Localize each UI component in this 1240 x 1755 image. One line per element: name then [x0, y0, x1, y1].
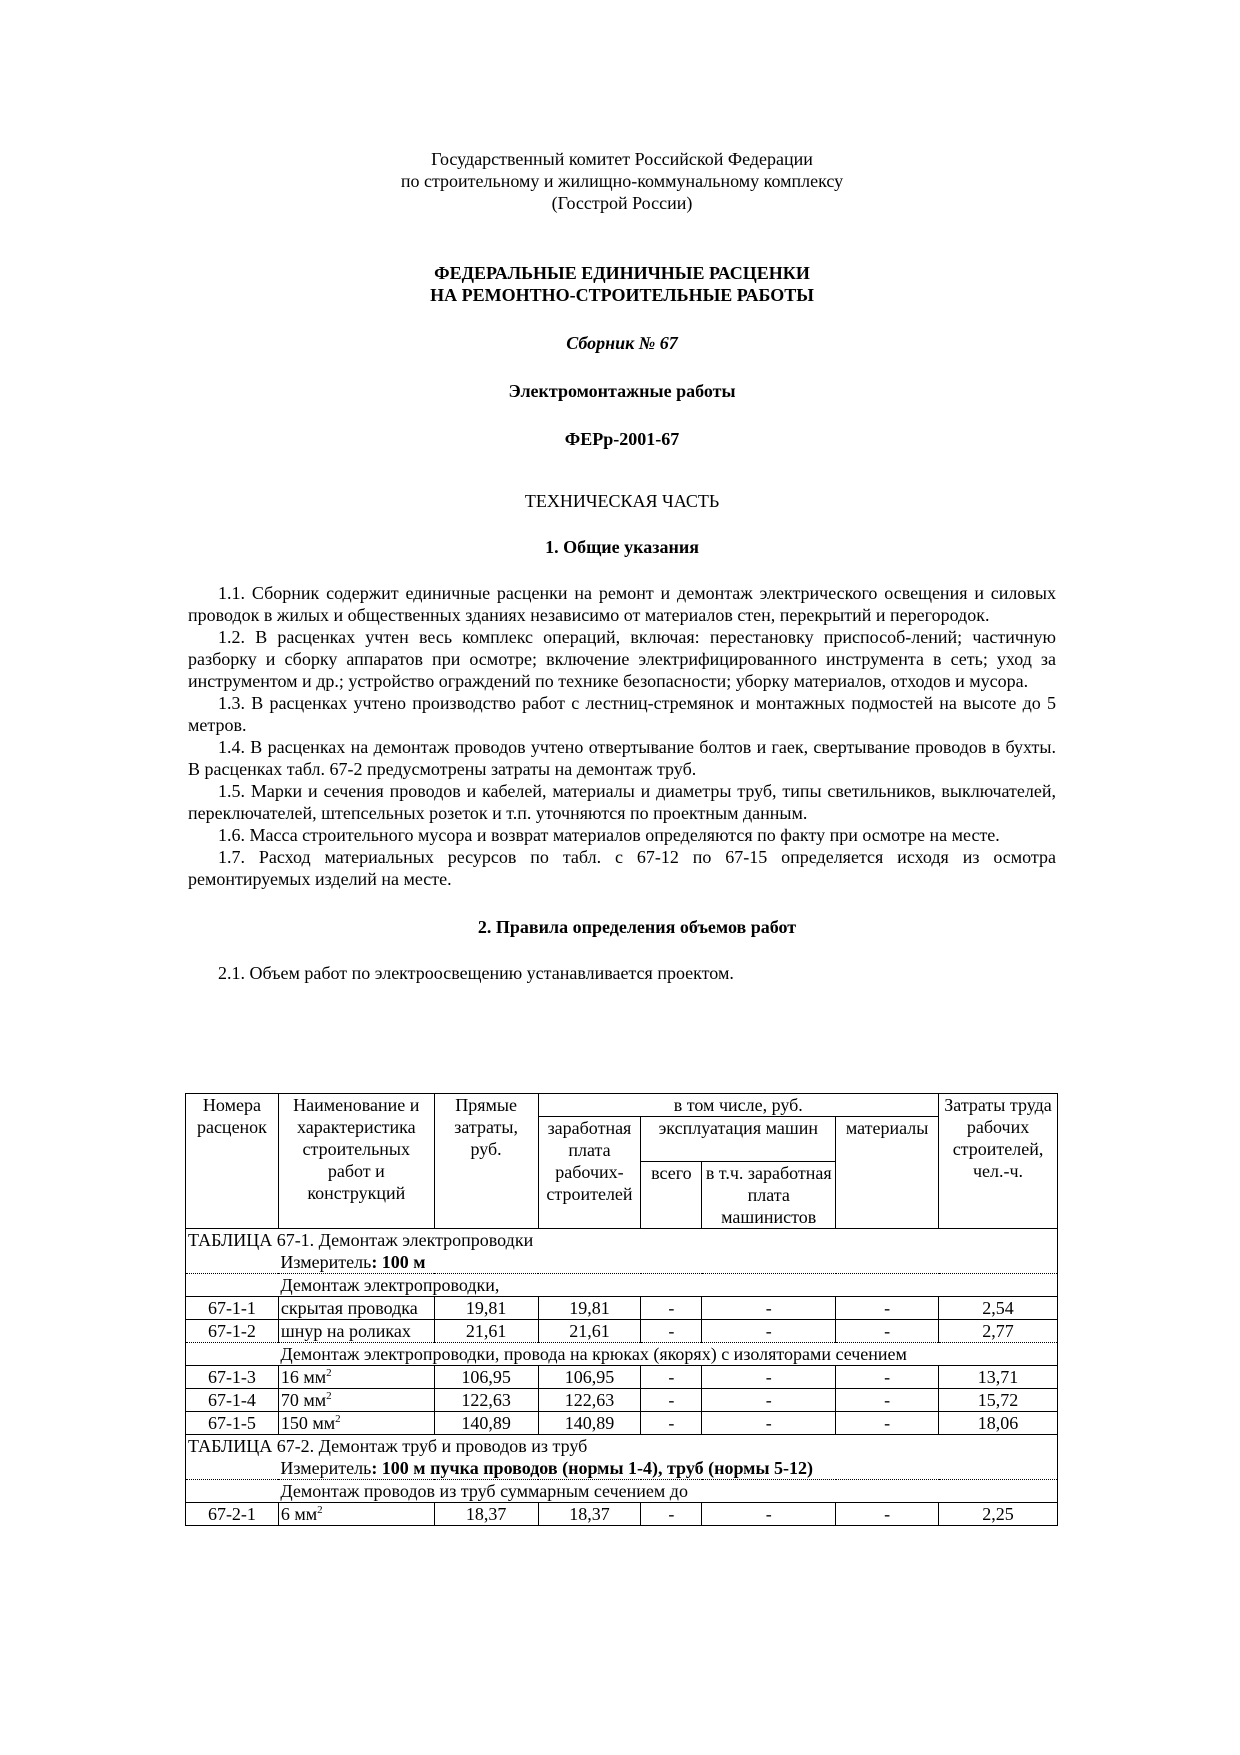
- rate-name-text: 6 мм: [280, 1504, 318, 1524]
- table-67-1-group-1: Демонтаж электропроводки,: [278, 1274, 1057, 1297]
- rate-direct: 19,81: [434, 1297, 538, 1320]
- document-title: [188, 262, 1056, 306]
- rate-labor: 2,77: [939, 1320, 1058, 1343]
- rate-name-exponent: 2: [326, 1367, 332, 1379]
- header-machines-total: всего: [641, 1162, 702, 1229]
- measure-label: Измеритель: [280, 1458, 372, 1478]
- title-line-1: ФЕДЕРАЛЬНЫЕ ЕДИНИЧНЫЕ РАСЦЕНКИ: [434, 263, 810, 283]
- table-67-2-group-1-row: [186, 1480, 1058, 1503]
- rate-labor: 15,72: [939, 1389, 1058, 1412]
- rate-labor: 2,54: [939, 1297, 1058, 1320]
- issuer-line-3: (Госстрой России): [551, 193, 693, 213]
- rate-machines: -: [641, 1320, 702, 1343]
- table-67-1-measure: [278, 1251, 1057, 1274]
- rate-materials: -: [836, 1366, 939, 1389]
- rate-name-exponent: 2: [317, 1504, 323, 1516]
- rate-wages: 122,63: [538, 1389, 641, 1412]
- document-page: [188, 148, 1056, 984]
- table-67-2-title: ТАБЛИЦА 67-2. Демонтаж труб и проводов из труб: [186, 1435, 1058, 1458]
- table-67-1-group-1-row: [186, 1274, 1058, 1297]
- issuer-header: [188, 148, 1056, 214]
- section-2-title: 2. Правила определения объемов работ: [477, 917, 797, 937]
- paragraph-2-1: 2.1. Объем работ по электроосвещению устанавливается проектом.: [218, 963, 734, 983]
- rate-name-exponent: 2: [335, 1413, 341, 1425]
- rate-name-text: 70 мм: [280, 1390, 327, 1410]
- rate-wages: 106,95: [538, 1366, 641, 1389]
- header-work-name: Наименование и характеристика строительных работ и конструкций: [278, 1094, 434, 1229]
- table-67-2-measure-row: [186, 1457, 1058, 1480]
- rate-machines: -: [641, 1297, 702, 1320]
- rate-labor: 2,25: [939, 1503, 1058, 1526]
- rate-machines: -: [641, 1389, 702, 1412]
- rate-wages: 21,61: [538, 1320, 641, 1343]
- paragraph-1-1: 1.1. Сборник содержит единичные расценки на ремонт и демонтаж электрического освещения и силовых проводок в жилых и общественных зданиях независимо от материалов стен, перекрытий и перегородок.: [188, 583, 1056, 625]
- table-67-1-group-2: Демонтаж электропроводки, провода на крюках (якорях) с изоляторами сечением: [278, 1343, 1057, 1366]
- table-row: [186, 1389, 1058, 1412]
- measure-label: Измеритель: [280, 1252, 372, 1272]
- rate-code: 67-1-3: [186, 1366, 279, 1389]
- technical-part-heading: ТЕХНИЧЕСКАЯ ЧАСТЬ: [524, 491, 720, 511]
- rate-machinist-wages: -: [702, 1389, 836, 1412]
- rate-name: [278, 1503, 434, 1526]
- rate-code: 67-2-1: [186, 1503, 279, 1526]
- table-row: [186, 1297, 1058, 1320]
- rate-name: [278, 1412, 434, 1435]
- header-machinist-wages: в т.ч. заработная плата машинистов: [702, 1162, 836, 1229]
- issuer-line-1: Государственный комитет Российской Федерации: [431, 149, 813, 169]
- rate-machinist-wages: -: [702, 1297, 836, 1320]
- rate-direct: 106,95: [434, 1366, 538, 1389]
- table-67-1-measure-row: [186, 1251, 1058, 1274]
- rate-name: шнур на роликах: [278, 1320, 434, 1343]
- rate-code: 67-1-4: [186, 1389, 279, 1412]
- header-machine-operation: эксплуатация машин: [641, 1117, 836, 1162]
- collection-number: Сборник № 67: [566, 333, 678, 353]
- table-row: [186, 1412, 1058, 1435]
- rate-code: 67-1-1: [186, 1297, 279, 1320]
- rate-materials: -: [836, 1412, 939, 1435]
- table-67-1-title-row: [186, 1229, 1058, 1252]
- header-rate-numbers: Номера расценок: [186, 1094, 279, 1229]
- rate-name-text: 150 мм: [280, 1413, 336, 1433]
- rate-name: [278, 1389, 434, 1412]
- collection-code: ФЕРр-2001-67: [564, 429, 680, 449]
- rate-materials: -: [836, 1503, 939, 1526]
- rate-direct: 122,63: [434, 1389, 538, 1412]
- paragraph-1-3: 1.3. В расценках учтено производство работ с лестниц-стремянок и монтажных подмостей на высоте до 5 метров.: [188, 693, 1056, 735]
- rate-machines: -: [641, 1412, 702, 1435]
- rate-machinist-wages: -: [702, 1503, 836, 1526]
- paragraph-1-5: 1.5. Марки и сечения проводов и кабелей, материалы и диаметры труб, типы светильников, выключателей, переключателей, штепсельных розеток и т.п. уточняются по проектным данным.: [188, 781, 1056, 823]
- rate-machinist-wages: -: [702, 1366, 836, 1389]
- table-row: [186, 1320, 1058, 1343]
- table-67-1-title: ТАБЛИЦА 67-1. Демонтаж электропроводки: [186, 1229, 1058, 1252]
- rate-machinist-wages: -: [702, 1412, 836, 1435]
- rate-direct: 140,89: [434, 1412, 538, 1435]
- section-1-title: 1. Общие указания: [545, 537, 699, 557]
- rates-table: [185, 1093, 1058, 1526]
- header-wages: заработная плата рабочих-строителей: [538, 1117, 641, 1229]
- rate-materials: -: [836, 1389, 939, 1412]
- paragraph-1-2: 1.2. В расценках учтен весь комплекс операций, включая: перестановку приспособ-лений; частичную разборку и сборку аппаратов при осмотре; включение электрифицированного инструмента в сеть; уход за инструментом и др.; устройство ограждений по технике безопасности; уборку материалов, отходов и мусора.: [188, 627, 1056, 691]
- rate-machines: -: [641, 1366, 702, 1389]
- collection-subject: Электромонтажные работы: [508, 381, 736, 401]
- table-67-2-group-1: Демонтаж проводов из труб суммарным сечением до: [278, 1480, 1057, 1503]
- table-row: [186, 1366, 1058, 1389]
- rate-name-text: 16 мм: [280, 1367, 327, 1387]
- measure-value: : 100 м пучка проводов (нормы 1-4), труб (нормы 5-12): [371, 1458, 813, 1478]
- section-1-body: [188, 582, 1056, 890]
- rate-code: 67-1-5: [186, 1412, 279, 1435]
- rate-machinist-wages: -: [702, 1320, 836, 1343]
- header-materials: материалы: [836, 1117, 939, 1229]
- measure-value: : 100 м: [371, 1252, 426, 1272]
- rate-direct: 18,37: [434, 1503, 538, 1526]
- rate-wages: 19,81: [538, 1297, 641, 1320]
- rate-name-exponent: 2: [326, 1390, 332, 1402]
- rate-name: [278, 1366, 434, 1389]
- paragraph-1-4: 1.4. В расценках на демонтаж проводов учтено отвертывание болтов и гаек, свертывание проводов в бухты. В расценках табл. 67-2 предусмотрены затраты на демонтаж труб.: [188, 737, 1056, 779]
- table-row: [186, 1503, 1058, 1526]
- issuer-line-2: по строительному и жилищно-коммунальному комплексу: [400, 171, 844, 191]
- header-labor-costs: Затраты труда рабочих строителей, чел.-ч.: [939, 1094, 1058, 1229]
- rate-wages: 140,89: [538, 1412, 641, 1435]
- paragraph-1-6: 1.6. Масса строительного мусора и возврат материалов определяются по факту при осмотре на месте.: [218, 825, 1000, 845]
- table-67-2-title-row: [186, 1435, 1058, 1458]
- rate-machines: -: [641, 1503, 702, 1526]
- rate-name: скрытая проводка: [278, 1297, 434, 1320]
- rate-materials: -: [836, 1320, 939, 1343]
- rate-labor: 18,06: [939, 1412, 1058, 1435]
- rate-code: 67-1-2: [186, 1320, 279, 1343]
- rate-direct: 21,61: [434, 1320, 538, 1343]
- header-direct-costs: Прямые затраты, руб.: [434, 1094, 538, 1229]
- table-67-1-group-2-row: [186, 1343, 1058, 1366]
- title-line-2: НА РЕМОНТНО-СТРОИТЕЛЬНЫЕ РАБОТЫ: [430, 285, 814, 305]
- rate-wages: 18,37: [538, 1503, 641, 1526]
- table-header-row-1: [186, 1094, 1058, 1117]
- header-including: в том числе, руб.: [538, 1094, 939, 1117]
- table-67-2-measure: [278, 1457, 1057, 1480]
- rate-labor: 13,71: [939, 1366, 1058, 1389]
- rate-materials: -: [836, 1297, 939, 1320]
- paragraph-1-7: 1.7. Расход материальных ресурсов по табл. с 67-12 по 67-15 определяется исходя из осмотра ремонтируемых изделий на месте.: [188, 847, 1056, 889]
